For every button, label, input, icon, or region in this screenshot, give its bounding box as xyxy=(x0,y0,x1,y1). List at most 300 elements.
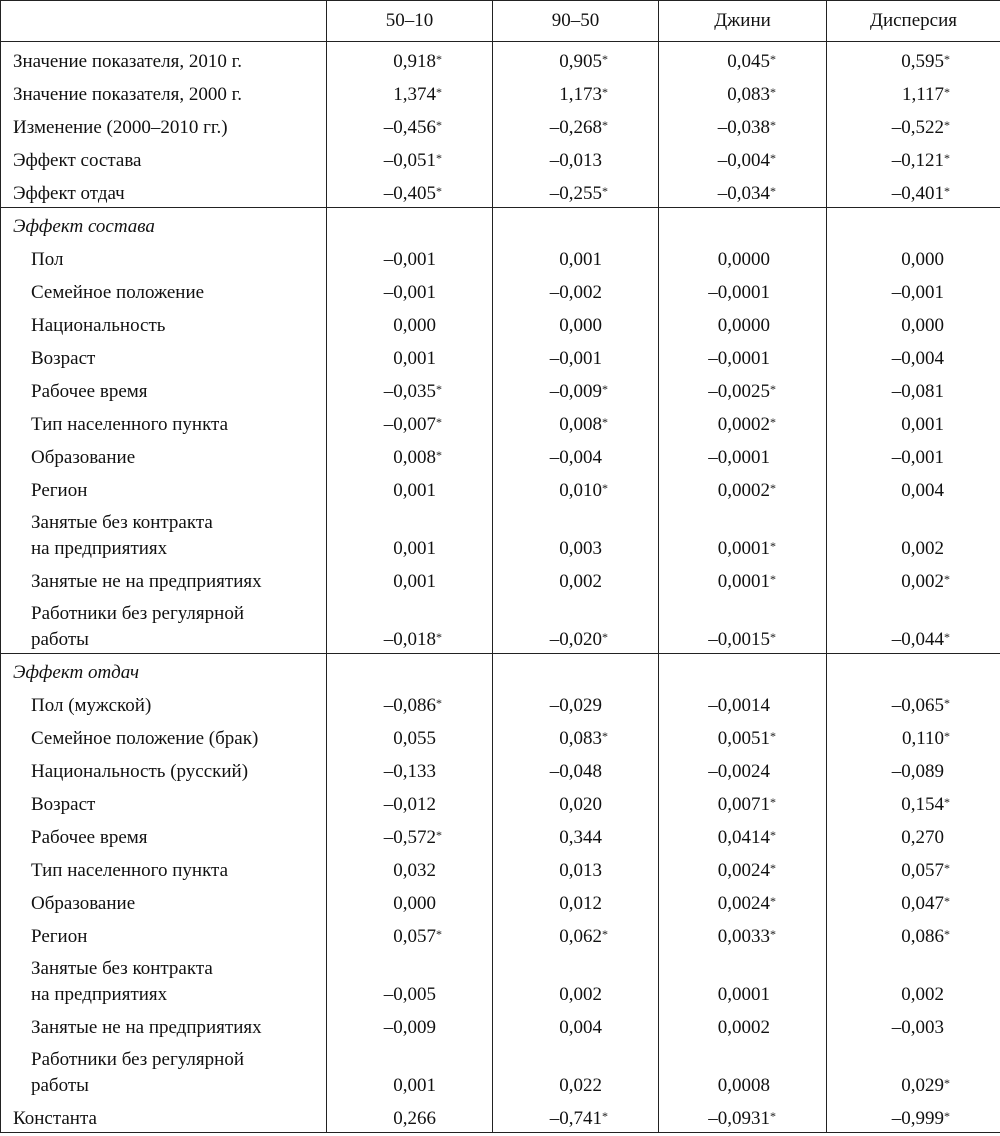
table-row xyxy=(1,372,1000,405)
value-text: –0,999 xyxy=(891,1108,944,1129)
value-text: 0,0001 xyxy=(717,984,770,1005)
value-cell xyxy=(493,851,659,884)
value-text: 0,344 xyxy=(559,827,602,848)
table-row xyxy=(1,562,1000,595)
row-label-text: Изменение (2000–2010 гг.) xyxy=(13,117,228,138)
value-text: 0,002 xyxy=(901,984,944,1005)
row-label xyxy=(1,1041,327,1099)
value-cell xyxy=(327,785,493,818)
value-text: –0,0024 xyxy=(708,761,770,782)
value-cell: 0,0033* xyxy=(659,917,827,950)
value-text: 0,020 xyxy=(559,794,602,815)
value-text: –0,741 xyxy=(549,1108,602,1129)
table-row xyxy=(1,174,1000,208)
value-cell xyxy=(493,306,659,339)
value-text: 0,055 xyxy=(393,728,436,749)
value-cell xyxy=(493,1008,659,1041)
value-text: –0,401 xyxy=(891,183,944,204)
value-text: –0,089 xyxy=(891,761,944,782)
table-body xyxy=(1,42,1000,1133)
value-cell: –0,034* xyxy=(659,174,827,208)
value-cell xyxy=(327,752,493,785)
value-text: –0,001 xyxy=(891,447,944,468)
value-cell: 0,008* xyxy=(327,438,493,471)
value-cell xyxy=(327,1041,493,1099)
row-label xyxy=(1,851,327,884)
value-text: 0,0024 xyxy=(717,860,770,881)
value-text: 0,918 xyxy=(393,51,436,72)
table-row xyxy=(1,1008,1000,1041)
value-cell xyxy=(493,240,659,273)
empty-cell xyxy=(493,654,659,687)
row-label xyxy=(1,372,327,405)
value-cell: –0,020* xyxy=(493,595,659,654)
value-cell xyxy=(327,240,493,273)
value-text: –0,0001 xyxy=(708,282,770,303)
table-row xyxy=(1,1041,1000,1099)
value-text: 1,374 xyxy=(393,84,436,105)
value-cell xyxy=(659,1041,827,1099)
table-row xyxy=(1,884,1000,917)
value-text: –0,0015 xyxy=(708,629,770,650)
row-label-text: Образование xyxy=(31,893,136,914)
table-row xyxy=(1,785,1000,818)
table-row xyxy=(1,42,1000,76)
value-cell xyxy=(493,950,659,1008)
value-text: 0,0001 xyxy=(717,538,770,559)
value-cell: 0,0001* xyxy=(659,562,827,595)
value-cell: 0,154* xyxy=(827,785,1000,818)
value-cell xyxy=(493,273,659,306)
value-cell xyxy=(493,752,659,785)
table-row xyxy=(1,240,1000,273)
value-text: 0,086 xyxy=(901,926,944,947)
row-label xyxy=(1,950,327,1008)
row-label-text: Национальность (русский) xyxy=(31,761,249,782)
value-text: 0,0002 xyxy=(717,1017,770,1038)
row-label xyxy=(1,884,327,917)
row-label-text: Эффект состава xyxy=(13,150,142,171)
value-cell: 0,110* xyxy=(827,719,1000,752)
value-text: –0,034 xyxy=(717,183,770,204)
row-label xyxy=(1,438,327,471)
value-cell: 0,083* xyxy=(659,75,827,108)
value-text: 0,002 xyxy=(901,571,944,592)
header-row xyxy=(1,1,1000,42)
value-cell: –0,405* xyxy=(327,174,493,208)
value-text: –0,048 xyxy=(549,761,602,782)
table-row xyxy=(1,273,1000,306)
row-label xyxy=(1,504,327,562)
row-label xyxy=(1,785,327,818)
row-label xyxy=(1,917,327,950)
value-cell xyxy=(327,1099,493,1133)
value-cell xyxy=(827,240,1000,273)
row-label-text: Регион xyxy=(31,926,88,947)
row-label xyxy=(1,719,327,752)
value-cell xyxy=(659,240,827,273)
value-text: –0,020 xyxy=(549,629,602,650)
value-text: 0,270 xyxy=(901,827,944,848)
section-header-row xyxy=(1,654,1000,687)
value-cell xyxy=(327,306,493,339)
value-cell xyxy=(659,438,827,471)
empty-cell xyxy=(327,654,493,687)
value-cell: 0,0002* xyxy=(659,405,827,438)
row-label-line2: на предприятиях xyxy=(31,538,168,559)
value-cell: –0,401* xyxy=(827,174,1000,208)
value-cell xyxy=(493,1041,659,1099)
value-text: –0,001 xyxy=(549,348,602,369)
row-label-text: Тип населенного пункта xyxy=(31,414,229,435)
value-cell xyxy=(327,273,493,306)
value-text: –0,0001 xyxy=(708,447,770,468)
value-text: 0,047 xyxy=(901,893,944,914)
value-cell xyxy=(827,1008,1000,1041)
value-text: –0,001 xyxy=(891,282,944,303)
value-text: –0,065 xyxy=(891,695,944,716)
table-row xyxy=(1,108,1000,141)
value-text: –0,004 xyxy=(891,348,944,369)
value-text: –0,255 xyxy=(549,183,602,204)
value-cell xyxy=(493,562,659,595)
value-cell: –0,051* xyxy=(327,141,493,174)
value-text: –0,0025 xyxy=(708,381,770,402)
value-text: 0,062 xyxy=(559,926,602,947)
value-cell xyxy=(327,950,493,1008)
row-label-line2: работы xyxy=(31,1075,89,1096)
empty-cell xyxy=(659,654,827,687)
row-label-line1: Занятые без контракта xyxy=(31,958,213,979)
value-cell: –0,999* xyxy=(827,1099,1000,1133)
row-label-line1: Работники без регулярной xyxy=(31,603,244,624)
value-text: 0,595 xyxy=(901,51,944,72)
value-text: –0,0001 xyxy=(708,348,770,369)
value-cell xyxy=(493,438,659,471)
table-row xyxy=(1,950,1000,1008)
row-label xyxy=(1,1099,327,1133)
row-label xyxy=(1,405,327,438)
value-text: 0,0414 xyxy=(717,827,770,848)
value-text: 1,173 xyxy=(559,84,602,105)
value-text: 0,022 xyxy=(559,1075,602,1096)
row-label-text: Значение показателя, 2000 г. xyxy=(13,84,242,105)
header-50-10: 50–10 xyxy=(327,1,493,42)
row-label xyxy=(1,686,327,719)
value-cell: 0,057* xyxy=(327,917,493,950)
value-text: 0,004 xyxy=(559,1017,602,1038)
table-row xyxy=(1,818,1000,851)
row-label xyxy=(1,273,327,306)
value-cell xyxy=(327,719,493,752)
value-text: 0,002 xyxy=(559,984,602,1005)
value-cell xyxy=(827,306,1000,339)
value-text: 0,0024 xyxy=(717,893,770,914)
value-cell: 0,045* xyxy=(659,42,827,76)
value-cell xyxy=(659,306,827,339)
row-label xyxy=(1,471,327,504)
value-text: –0,044 xyxy=(891,629,944,650)
value-cell xyxy=(827,405,1000,438)
value-text: –0,009 xyxy=(383,1017,436,1038)
value-text: 0,266 xyxy=(393,1108,436,1129)
empty-cell xyxy=(659,208,827,241)
value-cell xyxy=(493,141,659,174)
empty-cell xyxy=(827,654,1000,687)
value-cell: –0,086* xyxy=(327,686,493,719)
section-title: Эффект отдач xyxy=(1,654,327,687)
value-text: 0,004 xyxy=(901,480,944,501)
value-cell: –0,741* xyxy=(493,1099,659,1133)
value-text: 0,083 xyxy=(559,728,602,749)
value-text: –0,029 xyxy=(549,695,602,716)
table-row xyxy=(1,339,1000,372)
value-cell xyxy=(327,1008,493,1041)
header-90-50: 90–50 xyxy=(493,1,659,42)
row-label-text: Занятые не на предприятиях xyxy=(31,1017,262,1038)
value-text: 0,032 xyxy=(393,860,436,881)
row-label-text: Образование xyxy=(31,447,136,468)
value-text: –0,405 xyxy=(383,183,436,204)
value-text: 0,001 xyxy=(901,414,944,435)
value-text: 0,013 xyxy=(559,860,602,881)
value-text: 0,000 xyxy=(393,315,436,336)
value-cell: –0,522* xyxy=(827,108,1000,141)
row-label xyxy=(1,595,327,654)
row-label-text: Тип населенного пункта xyxy=(31,860,229,881)
table-row xyxy=(1,719,1000,752)
value-text: 0,905 xyxy=(559,51,602,72)
value-text: –0,012 xyxy=(383,794,436,815)
value-cell xyxy=(827,438,1000,471)
row-label-line2: на предприятиях xyxy=(31,984,168,1005)
value-text: 0,0001 xyxy=(717,571,770,592)
row-label-text: Рабочее время xyxy=(31,827,148,848)
value-cell xyxy=(827,471,1000,504)
table-row xyxy=(1,438,1000,471)
row-label-text: Значение показателя, 2010 г. xyxy=(13,51,242,72)
table-row xyxy=(1,471,1000,504)
value-cell xyxy=(327,562,493,595)
table-row xyxy=(1,595,1000,654)
value-text: 0,001 xyxy=(393,571,436,592)
value-cell: –0,009* xyxy=(493,372,659,405)
value-cell: 1,173* xyxy=(493,75,659,108)
value-text: 0,000 xyxy=(901,315,944,336)
header-variance: Дисперсия xyxy=(827,1,1000,42)
value-cell xyxy=(493,884,659,917)
value-cell xyxy=(827,339,1000,372)
row-label-text: Семейное положение (брак) xyxy=(31,728,259,749)
value-cell xyxy=(659,273,827,306)
value-cell: –0,035* xyxy=(327,372,493,405)
value-text: 0,002 xyxy=(901,538,944,559)
value-cell: 0,0051* xyxy=(659,719,827,752)
value-cell xyxy=(493,339,659,372)
value-text: 0,045 xyxy=(727,51,770,72)
value-text: –0,035 xyxy=(383,381,436,402)
value-cell: 0,0071* xyxy=(659,785,827,818)
value-cell: –0,065* xyxy=(827,686,1000,719)
value-text: 0,0033 xyxy=(717,926,770,947)
value-cell xyxy=(327,339,493,372)
value-cell xyxy=(327,471,493,504)
value-text: –0,121 xyxy=(891,150,944,171)
value-cell: –0,268* xyxy=(493,108,659,141)
value-cell: –0,255* xyxy=(493,174,659,208)
value-text: 0,008 xyxy=(393,447,436,468)
value-text: –0,081 xyxy=(891,381,944,402)
value-text: 0,012 xyxy=(559,893,602,914)
value-text: 0,001 xyxy=(393,480,436,501)
row-label xyxy=(1,562,327,595)
value-cell: 0,010* xyxy=(493,471,659,504)
value-text: –0,133 xyxy=(383,761,436,782)
value-cell: –0,007* xyxy=(327,405,493,438)
value-cell: 0,057* xyxy=(827,851,1000,884)
value-cell: 0,086* xyxy=(827,917,1000,950)
value-text: –0,456 xyxy=(383,117,436,138)
value-cell xyxy=(827,504,1000,562)
value-cell xyxy=(493,785,659,818)
value-cell xyxy=(327,884,493,917)
table-row xyxy=(1,306,1000,339)
value-text: –0,268 xyxy=(549,117,602,138)
value-text: 0,000 xyxy=(901,249,944,270)
value-text: 0,001 xyxy=(393,1075,436,1096)
empty-cell xyxy=(493,208,659,241)
value-text: 0,029 xyxy=(901,1075,944,1096)
row-label xyxy=(1,306,327,339)
value-cell: –0,456* xyxy=(327,108,493,141)
row-label-text: Пол (мужской) xyxy=(31,695,152,716)
value-text: 0,0008 xyxy=(717,1075,770,1096)
table-row xyxy=(1,405,1000,438)
value-text: –0,009 xyxy=(549,381,602,402)
value-cell: 0,0024* xyxy=(659,884,827,917)
row-label xyxy=(1,174,327,208)
value-text: 0,003 xyxy=(559,538,602,559)
value-text: –0,0931 xyxy=(708,1108,770,1129)
row-label xyxy=(1,339,327,372)
value-text: –0,002 xyxy=(549,282,602,303)
value-cell: 0,595* xyxy=(827,42,1000,76)
value-text: 1,117 xyxy=(901,84,944,105)
value-cell xyxy=(659,1008,827,1041)
value-text: 0,0051 xyxy=(717,728,770,749)
row-label-text: Эффект отдач xyxy=(13,183,125,204)
value-text: –0,522 xyxy=(891,117,944,138)
value-text: 0,001 xyxy=(559,249,602,270)
row-label xyxy=(1,240,327,273)
value-cell: –0,044* xyxy=(827,595,1000,654)
row-label-line1: Работники без регулярной xyxy=(31,1049,244,1070)
table-row xyxy=(1,504,1000,562)
value-cell: 0,062* xyxy=(493,917,659,950)
row-label-text: Занятые не на предприятиях xyxy=(31,571,262,592)
value-cell: 0,002* xyxy=(827,562,1000,595)
value-text: –0,005 xyxy=(383,984,436,1005)
value-text: –0,013 xyxy=(549,150,602,171)
row-label xyxy=(1,108,327,141)
empty-cell xyxy=(327,208,493,241)
value-text: –0,038 xyxy=(717,117,770,138)
value-text: –0,0014 xyxy=(708,695,770,716)
empty-cell xyxy=(827,208,1000,241)
value-cell: –0,121* xyxy=(827,141,1000,174)
value-text: 0,057 xyxy=(393,926,436,947)
table-row xyxy=(1,1099,1000,1133)
value-cell: –0,038* xyxy=(659,108,827,141)
header-gini: Джини xyxy=(659,1,827,42)
header-empty xyxy=(1,1,327,42)
value-cell: 0,029* xyxy=(827,1041,1000,1099)
value-text: 0,008 xyxy=(559,414,602,435)
value-cell xyxy=(659,950,827,1008)
row-label xyxy=(1,42,327,76)
value-text: 0,0002 xyxy=(717,414,770,435)
value-cell: –0,0025* xyxy=(659,372,827,405)
row-label-text: Пол xyxy=(31,249,64,270)
table-row xyxy=(1,851,1000,884)
row-label-text: Семейное положение xyxy=(31,282,205,303)
value-text: 0,0000 xyxy=(717,249,770,270)
value-cell: 0,008* xyxy=(493,405,659,438)
value-text: 0,000 xyxy=(559,315,602,336)
value-text: –0,001 xyxy=(383,282,436,303)
value-text: –0,003 xyxy=(891,1017,944,1038)
value-cell: 1,117* xyxy=(827,75,1000,108)
value-text: 0,110 xyxy=(901,728,944,749)
value-text: 0,154 xyxy=(901,794,944,815)
value-cell: –0,018* xyxy=(327,595,493,654)
value-cell: 0,083* xyxy=(493,719,659,752)
row-label xyxy=(1,141,327,174)
value-cell: 0,918* xyxy=(327,42,493,76)
row-label-text: Возраст xyxy=(31,348,96,369)
value-cell xyxy=(493,818,659,851)
table-row xyxy=(1,141,1000,174)
row-label xyxy=(1,752,327,785)
value-cell xyxy=(827,372,1000,405)
value-text: –0,572 xyxy=(383,827,436,848)
value-cell xyxy=(827,273,1000,306)
value-text: 0,000 xyxy=(393,893,436,914)
row-label-text: Возраст xyxy=(31,794,96,815)
value-cell: 0,0024* xyxy=(659,851,827,884)
table-row xyxy=(1,686,1000,719)
value-text: –0,004 xyxy=(549,447,602,468)
row-label-line2: работы xyxy=(31,629,89,650)
row-label-text: Константа xyxy=(13,1108,97,1129)
value-text: –0,018 xyxy=(383,629,436,650)
section-header-row xyxy=(1,208,1000,241)
value-cell xyxy=(827,950,1000,1008)
section-title: Эффект состава xyxy=(1,208,327,241)
row-label-text: Рабочее время xyxy=(31,381,148,402)
value-text: –0,086 xyxy=(383,695,436,716)
table-row xyxy=(1,917,1000,950)
value-cell: –0,572* xyxy=(327,818,493,851)
value-cell: 1,374* xyxy=(327,75,493,108)
value-text: 0,001 xyxy=(393,538,436,559)
value-cell: 0,905* xyxy=(493,42,659,76)
value-text: 0,0071 xyxy=(717,794,770,815)
value-cell xyxy=(493,686,659,719)
value-cell: 0,047* xyxy=(827,884,1000,917)
value-cell: –0,0015* xyxy=(659,595,827,654)
value-cell xyxy=(827,818,1000,851)
